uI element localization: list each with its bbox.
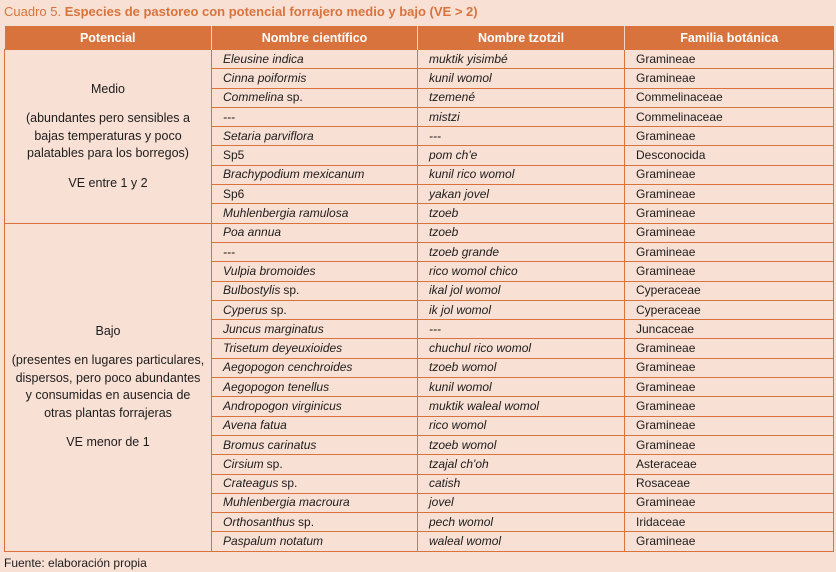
scientific-name-cell xyxy=(212,455,418,474)
scientific-name-cell xyxy=(212,146,418,165)
potential-group-ve: VE menor de 1 xyxy=(66,435,150,450)
potential-group-description: (presentes en lugares particulares, dispersos, pero poco abundantes y consumidas en ausencia de otras plantas forrajeras xyxy=(11,353,205,420)
tzotzil-name-cell: waleal womol xyxy=(418,532,625,551)
scientific-name-cell xyxy=(212,397,418,416)
scientific-name: Commelina xyxy=(223,90,284,105)
potential-group-description: (abundantes pero sensibles a bajas temperaturas y poco palatables para los borregos) xyxy=(25,111,190,161)
botanical-family-cell: Gramineae xyxy=(625,242,834,261)
botanical-family-cell: Gramineae xyxy=(625,185,834,204)
scientific-name-cell xyxy=(212,262,418,281)
tzotzil-name-cell: rico womol chico xyxy=(418,262,625,281)
column-header-potencial: Potencial xyxy=(5,26,212,50)
botanical-family-cell: Gramineae xyxy=(625,339,834,358)
scientific-name-cell xyxy=(212,127,418,146)
botanical-family-cell: Gramineae xyxy=(625,262,834,281)
tzotzil-name-cell: --- xyxy=(418,127,625,146)
scientific-name-cell xyxy=(212,532,418,551)
botanical-family-cell: Gramineae xyxy=(625,493,834,512)
scientific-name: Aegopogon tenellus xyxy=(223,379,330,394)
botanical-family-cell: Commelinaceae xyxy=(625,107,834,126)
species-qualifier: sp. xyxy=(283,283,300,298)
scientific-name-cell xyxy=(212,242,418,261)
scientific-name: Crateagus xyxy=(223,476,279,491)
species-qualifier: sp. xyxy=(286,90,303,105)
species-qualifier: Sp5 xyxy=(223,148,245,163)
scientific-name: Trisetum deyeuxioides xyxy=(223,341,343,356)
scientific-name-cell xyxy=(212,50,418,69)
botanical-family-cell: Gramineae xyxy=(625,435,834,454)
botanical-family-cell: Juncaceae xyxy=(625,320,834,339)
scientific-name: Muhlenbergia macroura xyxy=(223,495,350,510)
scientific-name: Cyperus xyxy=(223,302,268,317)
scientific-name: Eleusine indica xyxy=(223,51,304,66)
tzotzil-name-cell: catish xyxy=(418,474,625,493)
tzotzil-name-cell: tzoeb womol xyxy=(418,435,625,454)
tzotzil-name-cell: muktik yisimbé xyxy=(418,50,625,69)
scientific-name-cell xyxy=(212,435,418,454)
scientific-name: Cirsium xyxy=(223,456,264,471)
caption-prefix: Cuadro 5. xyxy=(4,4,62,19)
column-header-nombre-cientifico: Nombre científico xyxy=(212,26,418,50)
botanical-family-cell: Gramineae xyxy=(625,378,834,397)
species-qualifier: sp. xyxy=(270,302,287,317)
species-qualifier: sp. xyxy=(298,514,315,529)
scientific-name: Cinna poiformis xyxy=(223,70,307,85)
potential-group-title: Medio xyxy=(90,81,126,96)
botanical-family-cell: Iridaceae xyxy=(625,513,834,532)
scientific-name-cell xyxy=(212,513,418,532)
scientific-name: Avena fatua xyxy=(223,418,287,433)
tzotzil-name-cell: ikal jol womol xyxy=(418,281,625,300)
botanical-family-cell: Gramineae xyxy=(625,397,834,416)
tzotzil-name-cell: pech womol xyxy=(418,513,625,532)
scientific-name: Juncus marginatus xyxy=(223,321,324,336)
botanical-family-cell: Cyperaceae xyxy=(625,281,834,300)
scientific-name-cell xyxy=(212,474,418,493)
scientific-name: Brachypodium mexicanum xyxy=(223,167,365,182)
botanical-family-cell: Gramineae xyxy=(625,532,834,551)
scientific-name-cell xyxy=(212,358,418,377)
table-row xyxy=(5,50,834,69)
scientific-name-cell xyxy=(212,300,418,319)
species-table xyxy=(4,26,834,552)
tzotzil-name-cell: kunil rico womol xyxy=(418,165,625,184)
tzotzil-name-cell: jovel xyxy=(418,493,625,512)
tzotzil-name-cell: tzoeb grande xyxy=(418,242,625,261)
potential-group-cell xyxy=(5,50,212,224)
table-row xyxy=(5,223,834,242)
botanical-family-cell: Gramineae xyxy=(625,165,834,184)
tzotzil-name-cell: tzoeb xyxy=(418,223,625,242)
scientific-name-cell xyxy=(212,378,418,397)
scientific-name: Setaria parviflora xyxy=(223,128,314,143)
scientific-name: Andropogon virginicus xyxy=(223,398,342,413)
botanical-family-cell: Cyperaceae xyxy=(625,300,834,319)
scientific-name-cell xyxy=(212,165,418,184)
species-qualifier: Sp6 xyxy=(223,186,245,201)
scientific-name-cell xyxy=(212,88,418,107)
source-note: Fuente: elaboración propia xyxy=(4,556,147,570)
tzotzil-name-cell: tzemené xyxy=(418,88,625,107)
potential-group-cell xyxy=(5,223,212,551)
species-qualifier: sp. xyxy=(281,476,298,491)
header-row xyxy=(5,26,834,50)
scientific-name-cell xyxy=(212,107,418,126)
scientific-name: --- xyxy=(223,109,235,124)
tzotzil-name-cell: chuchul rico womol xyxy=(418,339,625,358)
scientific-name-cell xyxy=(212,204,418,223)
scientific-name: Bulbostylis xyxy=(223,283,281,298)
botanical-family-cell: Commelinaceae xyxy=(625,88,834,107)
botanical-family-cell: Gramineae xyxy=(625,223,834,242)
botanical-family-cell: Gramineae xyxy=(625,50,834,69)
botanical-family-cell: Asteraceae xyxy=(625,455,834,474)
botanical-family-cell: Rosaceae xyxy=(625,474,834,493)
scientific-name-cell xyxy=(212,223,418,242)
scientific-name: Bromus carinatus xyxy=(223,437,317,452)
tzotzil-name-cell: pom ch'e xyxy=(418,146,625,165)
tzotzil-name-cell: muktik waleal womol xyxy=(418,397,625,416)
tzotzil-name-cell: yakan jovel xyxy=(418,185,625,204)
scientific-name: Orthosanthus xyxy=(223,514,296,529)
scientific-name-cell xyxy=(212,416,418,435)
tzotzil-name-cell: mistzi xyxy=(418,107,625,126)
species-qualifier: sp. xyxy=(266,456,283,471)
scientific-name: Poa annua xyxy=(223,225,282,240)
scientific-name-cell xyxy=(212,339,418,358)
tzotzil-name-cell: rico womol xyxy=(418,416,625,435)
botanical-family-cell: Gramineae xyxy=(625,416,834,435)
botanical-family-cell: Gramineae xyxy=(625,127,834,146)
potential-group-title: Bajo xyxy=(95,323,121,338)
caption-title: Especies de pastoreo con potencial forrajero medio y bajo (VE > 2) xyxy=(64,4,478,19)
tzotzil-name-cell: kunil womol xyxy=(418,69,625,88)
scientific-name-cell xyxy=(212,320,418,339)
tzotzil-name-cell: ik jol womol xyxy=(418,300,625,319)
scientific-name: Vulpia bromoides xyxy=(223,263,316,278)
scientific-name: Paspalum notatum xyxy=(223,534,324,549)
scientific-name-cell xyxy=(212,281,418,300)
scientific-name: Aegopogon cenchroides xyxy=(223,360,353,375)
scientific-name: Muhlenbergia ramulosa xyxy=(223,206,349,221)
tzotzil-name-cell: tzoeb womol xyxy=(418,358,625,377)
botanical-family-cell: Gramineae xyxy=(625,69,834,88)
botanical-family-cell: Gramineae xyxy=(625,204,834,223)
scientific-name-cell xyxy=(212,185,418,204)
scientific-name-cell xyxy=(212,493,418,512)
column-header-familia-botanica: Familia botánica xyxy=(625,26,834,50)
tzotzil-name-cell: tzoeb xyxy=(418,204,625,223)
tzotzil-name-cell: --- xyxy=(418,320,625,339)
column-header-nombre-tzotzil: Nombre tzotzil xyxy=(418,26,625,50)
botanical-family-cell: Gramineae xyxy=(625,358,834,377)
botanical-family-cell: Desconocida xyxy=(625,146,834,165)
tzotzil-name-cell: tzajal ch'oh xyxy=(418,455,625,474)
tzotzil-name-cell: kunil womol xyxy=(418,378,625,397)
potential-group-ve: VE entre 1 y 2 xyxy=(68,175,148,190)
table-caption xyxy=(4,3,478,21)
scientific-name-cell xyxy=(212,69,418,88)
scientific-name: --- xyxy=(223,244,235,259)
